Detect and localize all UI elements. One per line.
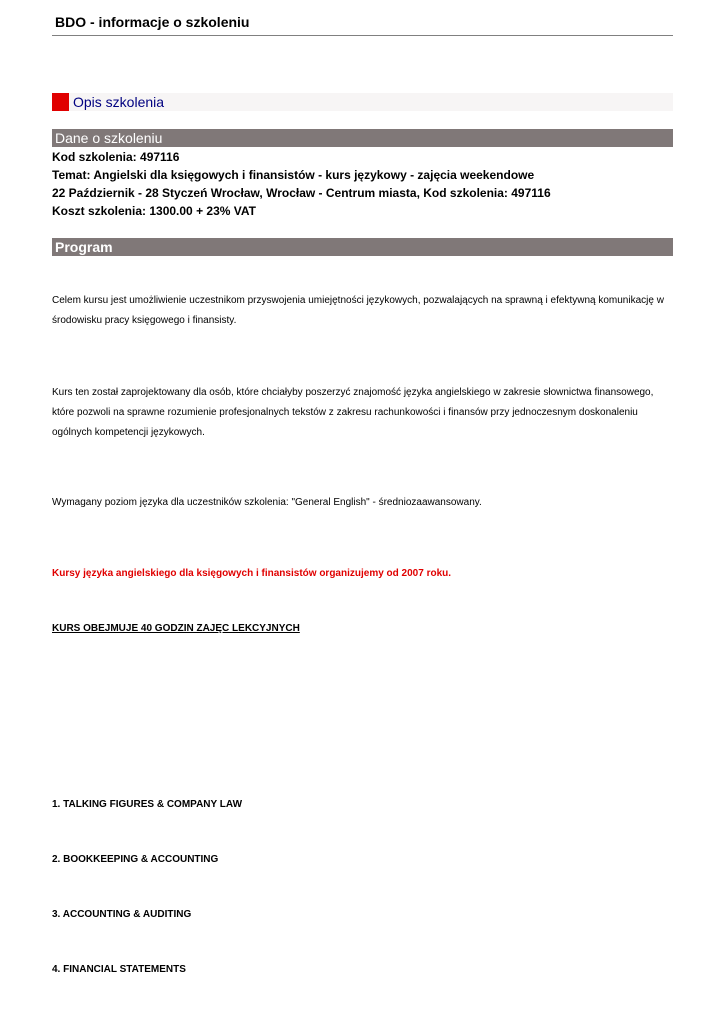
- course-cost: Koszt szkolenia: 1300.00 + 23% VAT: [52, 204, 256, 218]
- module-item: 4. FINANCIAL STATEMENTS: [52, 964, 186, 975]
- module-item: 3. ACCOUNTING & AUDITING: [52, 909, 192, 920]
- section-title-program: Program: [55, 239, 113, 255]
- hours-note: KURS OBEJMUJE 40 GODZIN ZAJĘC LEKCYJNYCH: [52, 623, 300, 634]
- course-dates-location: 22 Październik - 28 Styczeń Wrocław, Wrocław - Centrum miasta, Kod szkolenia: 497116: [52, 186, 551, 200]
- section-header-dane: [52, 129, 673, 147]
- section-title-opis: Opis szkolenia: [73, 94, 165, 110]
- section-header-program: [52, 238, 673, 256]
- program-paragraph-goal: Celem kursu jest umożliwienie uczestnikom przyswojenia umiejętności językowych, pozwalających na sprawną i efektywną komunikację w środowisku pracy księgowego i finansisty.: [52, 295, 664, 326]
- section-title-dane: Dane o szkoleniu: [55, 130, 163, 146]
- course-topic: Temat: Angielski dla księgowych i finansistów - kurs językowy - zajęcia weekendowe: [52, 168, 535, 182]
- course-code: Kod szkolenia: 497116: [52, 150, 180, 164]
- header-divider: [52, 35, 673, 36]
- section-marker-icon: [52, 93, 69, 111]
- program-paragraph-level: Wymagany poziom języka dla uczestników szkolenia: "General English" - średniozaawansowany.: [52, 497, 482, 508]
- program-paragraph-audience: Kurs ten został zaprojektowany dla osób, które chciałyby poszerzyć znajomość języka angielskiego w zakresie słownictwa finansowego, które pozwoli na sprawne rozumienie profesjonalnych tekstów z zakresu rachunkowości i finansów przy jednoczesnym doskonaleniu ogólnych kompetencji językowych.: [52, 387, 654, 438]
- page-title: BDO - informacje o szkoleniu: [55, 14, 250, 30]
- highlight-note: Kursy języka angielskiego dla księgowych i finansistów organizujemy od 2007 roku.: [52, 568, 452, 579]
- module-item: 1. TALKING FIGURES & COMPANY LAW: [52, 799, 243, 810]
- section-header-opis: [52, 93, 673, 111]
- module-item: 2. BOOKKEEPING & ACCOUNTING: [52, 854, 219, 865]
